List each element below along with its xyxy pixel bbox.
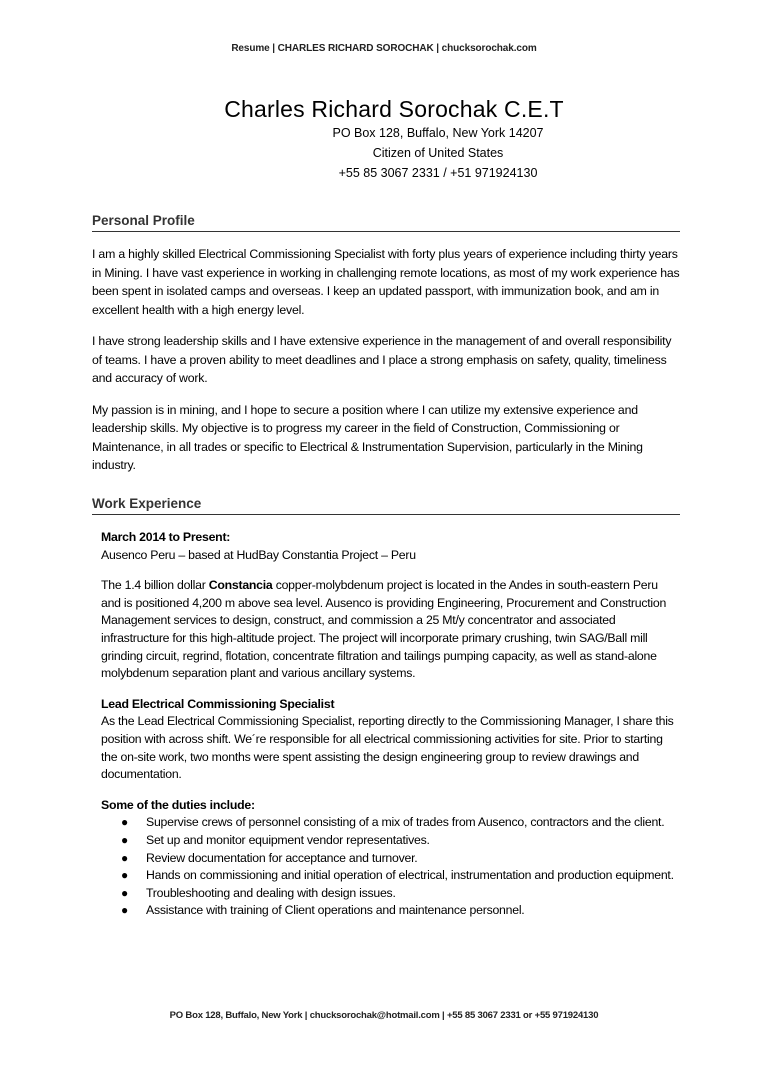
phone-line: +55 85 3067 2331 / +51 971924130 bbox=[338, 166, 538, 180]
project-details: copper-molybdenum project is located in the Andes in south-eastern Peru and is positioned 4,200 m above sea level. Ausenco is providing Engineering, Procurement and Construction Management services to design, construct, and commission a 25 Mt/y concentrator and associated infrastructure for this high-altitude project. The project will incorporate primary crushing, twin SAG/Ball mill grinding circuit, regrind, flotation, concentrate filtration and tailings pumping capacity, as well as stand-alone molybdenum separation plant and various ancillary systems. bbox=[101, 578, 667, 681]
role-description: As the Lead Electrical Commissioning Specialist, reporting directly to the Commissioning Manager, I share this position with across shift. We´re responsible for all electrical commissioning activities for site. Prior to starting the on-site work, two months were spent assisting the design engineering group to review drawings and documentation. bbox=[101, 714, 674, 782]
bullet-icon: ● bbox=[121, 885, 128, 900]
bullet-icon: ● bbox=[121, 850, 128, 865]
project-name: Constancia bbox=[208, 578, 273, 593]
personal-profile-heading: Personal Profile bbox=[92, 213, 680, 232]
list-item: ● Assistance with training of Client operations and maintenance personnel. bbox=[101, 902, 676, 920]
candidate-name: Charles Richard Sorochak C.E.T bbox=[224, 96, 564, 122]
profile-paragraph: I have strong leadership skills and I have extensive experience in the management of and overall responsibility of teams. I have a proven ability to meet deadlines and I place a strong emphasis on safety, quality, timeliness and accuracy of work. bbox=[92, 334, 672, 385]
identity-block bbox=[0, 95, 768, 183]
list-item: ● Supervise crews of personnel consisting of a mix of trades from Ausenco, contractors and the client. bbox=[101, 814, 676, 832]
running-footer: PO Box 128, Buffalo, New York | chucksorochak@hotmail.com | +55 85 3067 2331 or +55 971924130 bbox=[169, 1010, 599, 1021]
bullet-icon: ● bbox=[121, 832, 128, 847]
job-role: Lead Electrical Commissioning Specialist bbox=[101, 696, 335, 711]
citizenship-line: Citizen of United States bbox=[372, 146, 504, 160]
address-line: PO Box 128, Buffalo, New York 14207 bbox=[332, 126, 544, 140]
bullet-icon: ● bbox=[121, 868, 128, 883]
personal-profile-body bbox=[92, 245, 682, 488]
bullet-icon: ● bbox=[121, 903, 128, 918]
list-item: ● Review documentation for acceptance and turnover. bbox=[101, 850, 676, 868]
list-item: ● Hands on commissioning and initial operation of electrical, instrumentation and production equipment. bbox=[101, 867, 676, 885]
job-employer: Ausenco Peru – based at HudBay Constantia Project – Peru bbox=[101, 547, 416, 562]
duties-heading: Some of the duties include: bbox=[101, 797, 255, 812]
bullet-icon: ● bbox=[121, 815, 128, 830]
list-item: ● Troubleshooting and dealing with design issues. bbox=[101, 885, 676, 903]
job-period: March 2014 to Present: bbox=[101, 530, 231, 544]
job-entry bbox=[101, 529, 676, 920]
work-experience-heading: Work Experience bbox=[92, 496, 680, 515]
project-description bbox=[101, 577, 676, 683]
project-intro: The 1.4 billion dollar bbox=[101, 578, 209, 593]
list-item: ● Set up and monitor equipment vendor representatives. bbox=[101, 832, 676, 850]
profile-paragraph: My passion is in mining, and I hope to secure a position where I can utilize my extensive experience and leadership skills. My objective is to progress my career in the field of Construction, Commissioning or Maintenance, in all trades or specific to Electrical & Instrumentation Supervision, particularly in the Mining industry. bbox=[92, 402, 643, 472]
duties-list bbox=[101, 814, 676, 920]
profile-paragraph: I am a highly skilled Electrical Commissioning Specialist with forty plus years of experience including thirty years in Mining. I have vast experience in working in challenging remote locations, as most of my work experience has been spent in isolated camps and overseas. I keep an updated passport, with immunization book, and am in excellent health with a high energy level. bbox=[92, 247, 680, 317]
running-header: Resume | CHARLES RICHARD SOROCHAK | chucksorochak.com bbox=[231, 43, 537, 54]
